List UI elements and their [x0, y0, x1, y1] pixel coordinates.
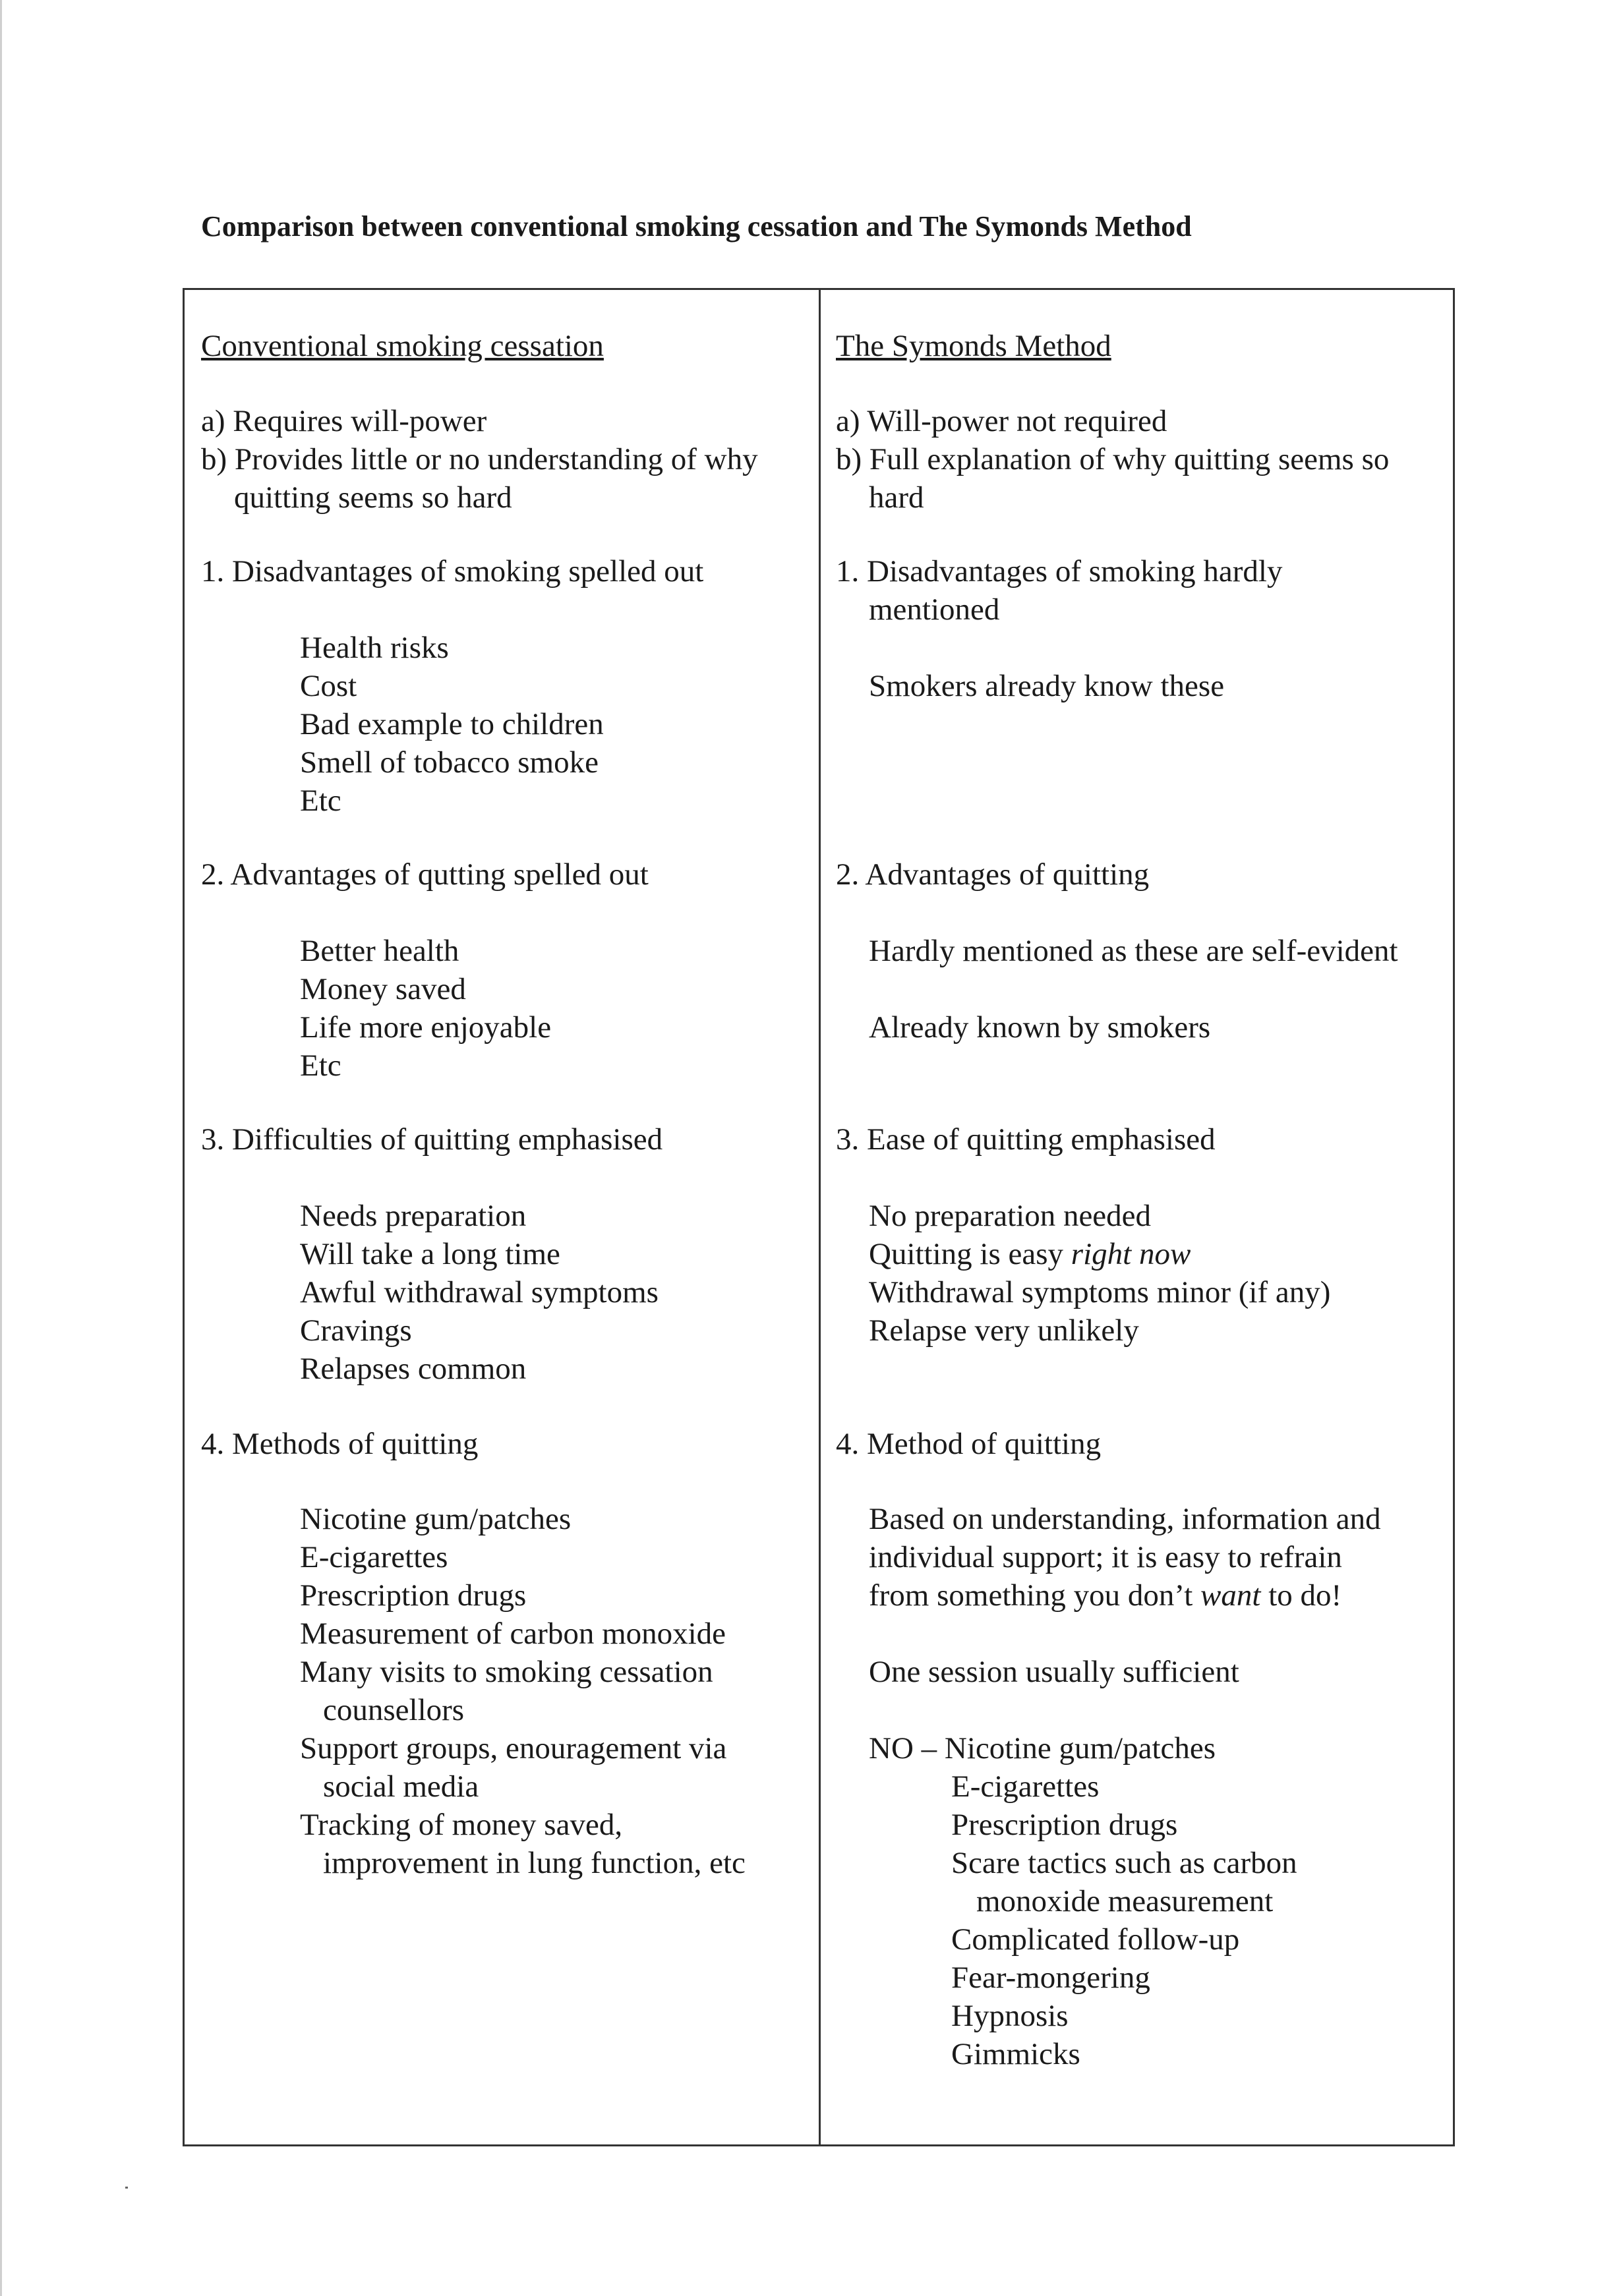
- right-s2-note-2: Already known by smokers: [869, 1010, 1211, 1045]
- emphasis-text: want: [1200, 1578, 1261, 1613]
- list-item-cont: improvement in lung function, etc: [323, 1846, 746, 1880]
- list-item: Better health: [300, 934, 459, 968]
- right-section-1: [836, 552, 1282, 629]
- right-section-2: [836, 855, 1149, 894]
- list-item: Nicotine gum/patches: [300, 1502, 572, 1536]
- column-divider: [819, 290, 821, 2144]
- right-intro-b-cont: hard: [869, 480, 924, 515]
- list-item: Life more enjoyable: [300, 1010, 552, 1045]
- left-heading: Conventional smoking cessation: [201, 329, 604, 363]
- list-item: Awful withdrawal symptoms: [300, 1275, 659, 1309]
- list-item: Cravings: [300, 1313, 412, 1348]
- list-item: E-cigarettes: [300, 1540, 448, 1574]
- right-intro-b: b) Full explanation of why quitting seems so: [836, 442, 1390, 476]
- list-item: Health risks: [300, 631, 449, 665]
- paragraph-text: to do!: [1260, 1578, 1342, 1613]
- list-item: Withdrawal symptoms minor (if any): [869, 1275, 1331, 1309]
- right-s1-note: Smokers already know these: [869, 669, 1225, 703]
- left-intro-a: a) Requires will-power: [201, 404, 487, 438]
- right-s4-title: 4. Method of quitting: [836, 1427, 1102, 1461]
- list-item: Etc: [300, 784, 341, 818]
- list-item: Relapses common: [300, 1352, 527, 1386]
- list-item: No preparation needed: [869, 1199, 1152, 1233]
- list-item: Measurement of carbon monoxide: [300, 1617, 726, 1651]
- list-item-text: Quitting is easy: [869, 1237, 1071, 1271]
- left-section-4: [201, 1425, 478, 1463]
- list-item: Needs preparation: [300, 1199, 527, 1233]
- right-s2-text-2: [836, 1008, 1210, 1047]
- left-section-2: [201, 855, 649, 894]
- right-s2-text: [836, 932, 1398, 970]
- left-s2-title: 2. Advantages of qutting spelled out: [201, 857, 649, 892]
- left-s2-list: [201, 932, 551, 1085]
- list-item: Cost: [300, 669, 357, 703]
- right-intro-a: a) Will-power not required: [836, 404, 1167, 438]
- left-s1-title: 1. Disadvantages of smoking spelled out: [201, 554, 704, 588]
- left-section-1: [201, 552, 703, 590]
- no-list-first: NO – Nicotine gum/patches: [869, 1731, 1216, 1765]
- list-item: Bad example to children: [300, 707, 604, 741]
- left-intro-b-cont: quitting seems so hard: [234, 480, 512, 515]
- session-note: One session usually sufficient: [869, 1655, 1239, 1689]
- left-intro: [201, 402, 758, 517]
- left-s1-list: [201, 629, 604, 820]
- list-item: Fear-mongering: [951, 1961, 1150, 1995]
- scan-edge: [0, 0, 2, 2296]
- right-s3-title: 3. Ease of quitting emphasised: [836, 1122, 1216, 1157]
- right-s4-no-list: [836, 1729, 1297, 2073]
- left-s3-list: [201, 1197, 659, 1388]
- right-s2-title: 2. Advantages of quitting: [836, 857, 1150, 892]
- list-item: Complicated follow-up: [951, 1922, 1240, 1957]
- right-s4-session: [836, 1653, 1239, 1691]
- paragraph-text: from something you don’t: [869, 1578, 1201, 1613]
- right-intro: [836, 402, 1389, 517]
- list-item: [836, 1235, 1330, 1273]
- list-item: Prescription drugs: [300, 1578, 527, 1613]
- list-item: Will take a long time: [300, 1237, 560, 1271]
- paragraph-line: individual support; it is easy to refrain: [869, 1540, 1342, 1574]
- list-item: Gimmicks: [951, 2037, 1080, 2071]
- right-s4-paragraph: [836, 1500, 1381, 1615]
- list-item: Etc: [300, 1048, 341, 1083]
- list-item: Tracking of money saved,: [300, 1808, 623, 1842]
- list-item: Scare tactics such as carbon: [951, 1846, 1297, 1880]
- left-s4-title: 4. Methods of quitting: [201, 1427, 479, 1461]
- document-title: Comparison between conventional smoking cessation and The Symonds Method: [201, 210, 1192, 243]
- right-s1-text: [836, 667, 1224, 705]
- list-item: Smell of tobacco smoke: [300, 745, 599, 780]
- emphasis-text: right now: [1071, 1237, 1191, 1271]
- right-heading: The Symonds Method: [836, 329, 1111, 363]
- paragraph-line: [836, 1576, 1381, 1615]
- list-item: Money saved: [300, 972, 466, 1006]
- list-item-cont: counsellors: [323, 1693, 465, 1727]
- list-item: Many visits to smoking cessation: [300, 1655, 713, 1689]
- right-s2-note-1: Hardly mentioned as these are self-evident: [869, 934, 1398, 968]
- list-item-cont: monoxide measurement: [976, 1884, 1274, 1918]
- list-item: Support groups, enouragement via: [300, 1731, 727, 1765]
- left-intro-b: b) Provides little or no understanding of why: [201, 442, 758, 476]
- right-s1-title-cont: mentioned: [869, 592, 1000, 627]
- list-item: Hypnosis: [951, 1999, 1069, 2033]
- scan-speck: [125, 2187, 128, 2189]
- right-section-3: [836, 1120, 1216, 1159]
- right-s3-list: [836, 1197, 1330, 1350]
- list-item-cont: social media: [323, 1769, 479, 1804]
- list-item: Prescription drugs: [951, 1808, 1178, 1842]
- list-item: Relapse very unlikely: [869, 1313, 1139, 1348]
- comparison-table: [183, 288, 1455, 2146]
- right-s1-title: 1. Disadvantages of smoking hardly: [836, 554, 1283, 588]
- list-item: E-cigarettes: [951, 1769, 1100, 1804]
- paragraph-line: Based on understanding, information and: [869, 1502, 1381, 1536]
- left-section-3: [201, 1120, 662, 1159]
- left-s4-list: [201, 1500, 746, 1882]
- left-s3-title: 3. Difficulties of quitting emphasised: [201, 1122, 663, 1157]
- right-section-4: [836, 1425, 1101, 1463]
